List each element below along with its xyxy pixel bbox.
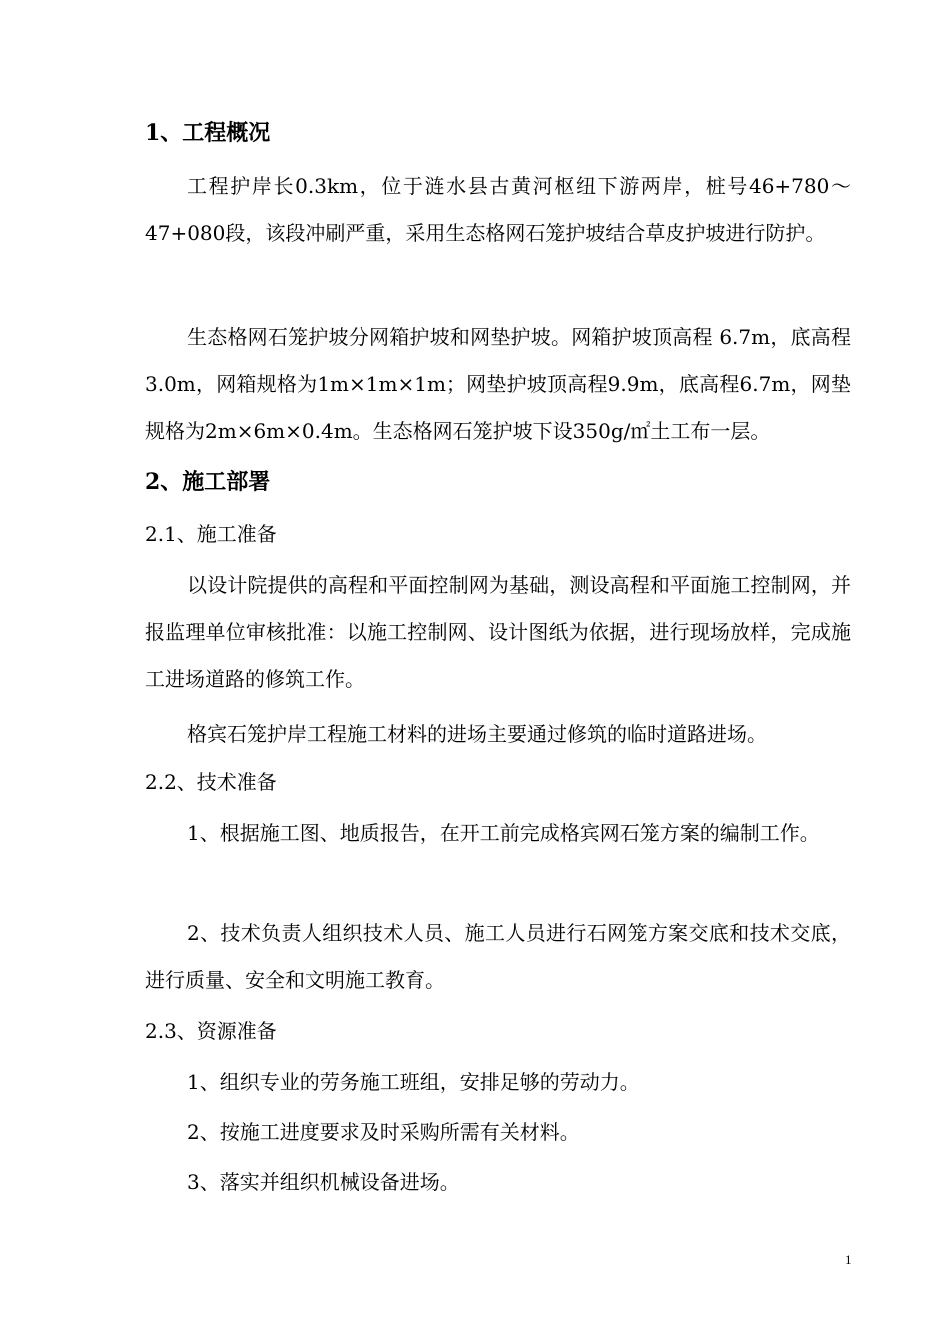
paragraph-overview-1: 工程护岸长0.3km，位于涟水县古黄河枢纽下游两岸，桩号46+780～47+080段，该段冲刷严重，采用生态格网石笼护坡结合草皮护坡进行防护。 [145,174,851,245]
paragraph-resource-prep-1: 1、组织专业的劳务施工班组，安排足够的劳动力。 [187,1070,640,1094]
section-heading-overview: 1、工程概况 [145,120,271,146]
page-number: 1 [845,1252,852,1267]
paragraph-technical-prep-1: 1、根据施工图、地质报告，在开工前完成格宾网石笼方案的编制工作。 [187,821,820,845]
subsection-heading-resource-prep: 2.3、资源准备 [145,1019,277,1043]
subsection-heading-technical-prep: 2.2、技术准备 [145,770,277,794]
paragraph-construction-prep-2: 格宾石笼护岸工程施工材料的进场主要通过修筑的临时道路进场。 [187,722,767,746]
paragraph-resource-prep-2: 2、按施工进度要求及时采购所需有关材料。 [187,1120,580,1144]
section-heading-deployment: 2、施工部署 [145,469,271,495]
subsection-heading-construction-prep: 2.1、施工准备 [145,522,277,546]
paragraph-technical-prep-2: 2、技术负责人组织技术人员、施工人员进行石网笼方案交底和技术交底，进行质量、安全和文明施工教育。 [145,921,851,992]
paragraph-overview-2: 生态格网石笼护坡分网箱护坡和网垫护坡。网箱护坡顶高程 6.7m，底高程3.0m，网箱规格为1m×1m×1m；网垫护坡顶高程9.9m，底高程6.7m，网垫规格为2m×6m×0.4m。生态格网石笼护坡下设350g/㎡土工布一层。 [145,325,851,443]
paragraph-construction-prep-1: 以设计院提供的高程和平面控制网为基础，测设高程和平面施工控制网，并报监理单位审核批准：以施工控制网、设计图纸为依据，进行现场放样，完成施工进场道路的修筑工作。 [145,573,851,691]
paragraph-resource-prep-3: 3、落实并组织机械设备进场。 [187,1170,460,1194]
